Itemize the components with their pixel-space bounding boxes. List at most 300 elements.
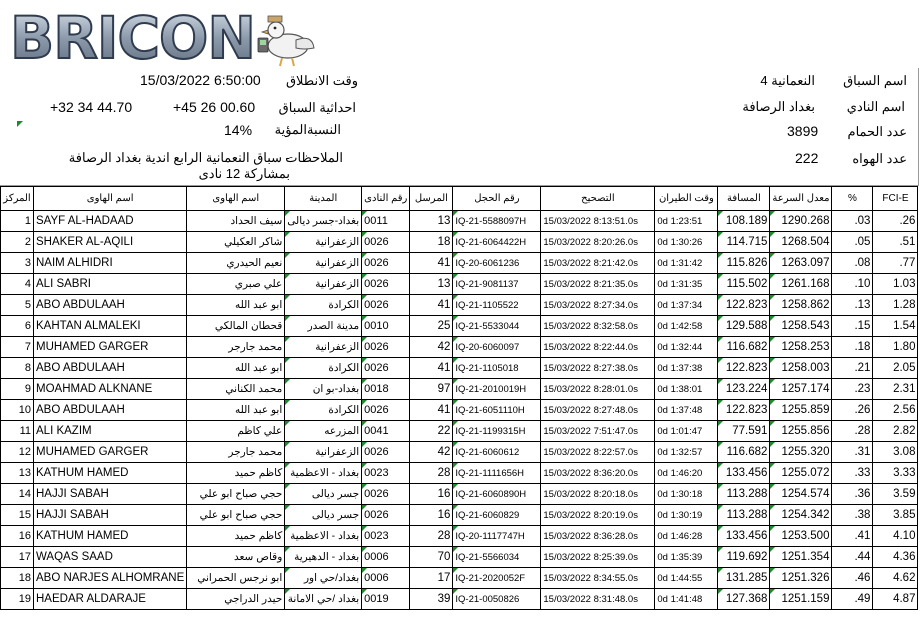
cell-name-en: KATHUM HAMED: [34, 463, 187, 484]
cell-name-ar: كاظم حميد: [187, 463, 285, 484]
table-row: [1, 568, 918, 589]
cell-pct: .23: [832, 379, 873, 400]
cell-rank: 3: [1, 253, 34, 274]
cell-name-en: ALI KAZIM: [34, 421, 187, 442]
cell-sent: 41: [410, 358, 453, 379]
table-row: [1, 253, 918, 274]
cell-ring: IQ-21-5588097H: [453, 211, 541, 232]
cell-fci: 4.36: [873, 547, 918, 568]
cell-corr: 15/03/2022 8:32:58.0s: [541, 316, 655, 337]
table-row: [1, 526, 918, 547]
table-row: [1, 316, 918, 337]
cell-dist: 133.456: [718, 526, 770, 547]
cell-city: بغداد-جسر ديالى: [285, 211, 362, 232]
table-row: [1, 379, 918, 400]
cell-city: الزعفرانية: [285, 232, 362, 253]
col-header-sent: المرسل: [410, 187, 453, 211]
cell-corr: 15/03/2022 8:36:28.0s: [541, 526, 655, 547]
cell-sent: 42: [410, 442, 453, 463]
cell-rank: 8: [1, 358, 34, 379]
cell-rank: 5: [1, 295, 34, 316]
cell-flight: 0d 1:01:47: [655, 421, 718, 442]
cell-club: 0026: [362, 484, 410, 505]
cell-city: بغداد/حي اور: [285, 568, 362, 589]
club-name-value: بغداد الرصافة: [742, 99, 815, 114]
cell-pct: .36: [832, 484, 873, 505]
cell-rank: 9: [1, 379, 34, 400]
cell-corr: 15/03/2022 7:51:47.0s: [541, 421, 655, 442]
cell-city: المزرعه: [285, 421, 362, 442]
cell-corr: 15/03/2022 8:13:51.0s: [541, 211, 655, 232]
table-row: [1, 232, 918, 253]
cell-corr: 15/03/2022 8:34:55.0s: [541, 568, 655, 589]
table-row: [1, 337, 918, 358]
cell-dist: 77.591: [718, 421, 770, 442]
cell-rank: 4: [1, 274, 34, 295]
coord-1-value: +45 26 00.60: [173, 99, 256, 115]
cell-dist: 113.288: [718, 505, 770, 526]
coords-label: احداثية السباق: [278, 100, 356, 115]
percent-label: النسبةالمؤية: [274, 122, 341, 137]
cell-pct: .05: [832, 232, 873, 253]
cell-corr: 15/03/2022 8:20:18.0s: [541, 484, 655, 505]
cell-ring: IQ-21-5566034: [453, 547, 541, 568]
cell-pct: .15: [832, 316, 873, 337]
cell-corr: 15/03/2022 8:20:26.0s: [541, 232, 655, 253]
cell-club: 0026: [362, 337, 410, 358]
cell-name-en: HAJJI SABAH: [34, 484, 187, 505]
cell-name-en: HAEDAR ALDARAJE: [34, 589, 187, 610]
cell-rank: 7: [1, 337, 34, 358]
cell-flight: 0d 1:31:35: [655, 274, 718, 295]
cell-corr: 15/03/2022 8:27:38.0s: [541, 358, 655, 379]
cell-flight: 0d 1:37:48: [655, 400, 718, 421]
notes-label: الملاحظات: [285, 150, 343, 165]
cell-ring: IQ-21-1199315H: [453, 421, 541, 442]
cell-city: مدينة الصدر: [285, 316, 362, 337]
cell-speed: 1257.174: [770, 379, 832, 400]
cell-name-en: WAQAS SAAD: [34, 547, 187, 568]
cell-flight: 0d 1:46:20: [655, 463, 718, 484]
cell-city: الزعفرانية: [285, 253, 362, 274]
cell-pct: .18: [832, 337, 873, 358]
col-header-club: رقم النادى: [362, 187, 410, 211]
cell-speed: 1253.500: [770, 526, 832, 547]
cell-pct: .03: [832, 211, 873, 232]
cell-name-en: SAYF AL-HADAAD: [34, 211, 187, 232]
cell-fci: 2.82: [873, 421, 918, 442]
cell-ring: IQ-20-1117747H: [453, 526, 541, 547]
cell-pct: .28: [832, 421, 873, 442]
cell-fci: 4.10: [873, 526, 918, 547]
cell-fci: 1.28: [873, 295, 918, 316]
cell-ring: IQ-21-0050826: [453, 589, 541, 610]
cell-name-ar: علي كاظم: [187, 421, 285, 442]
cell-club: 0010: [362, 316, 410, 337]
cell-pct: .31: [832, 442, 873, 463]
cell-sent: 18: [410, 232, 453, 253]
cell-fci: .26: [873, 211, 918, 232]
cell-rank: 6: [1, 316, 34, 337]
cell-dist: 116.682: [718, 337, 770, 358]
cell-corr: 15/03/2022 8:31:48.0s: [541, 589, 655, 610]
cell-ring: IQ-21-6051110H: [453, 400, 541, 421]
col-header-percent: %: [832, 187, 873, 211]
cell-speed: 1263.097: [770, 253, 832, 274]
cell-pct: .49: [832, 589, 873, 610]
coord-2-value: +32 34 44.70: [50, 99, 133, 115]
cell-ring: IQ-20-6061236: [453, 253, 541, 274]
cell-rank: 13: [1, 463, 34, 484]
cell-flight: 0d 1:44:55: [655, 568, 718, 589]
cell-fci: 1.54: [873, 316, 918, 337]
cell-rank: 10: [1, 400, 34, 421]
cell-fci: 2.31: [873, 379, 918, 400]
cell-name-ar: حجي صباح ابو علي: [187, 505, 285, 526]
cell-speed: 1251.159: [770, 589, 832, 610]
cell-name-en: KAHTAN ALMALEKI: [34, 316, 187, 337]
col-header-ring: رقم الحجل: [453, 187, 541, 211]
cell-flight: 0d 1:37:34: [655, 295, 718, 316]
cell-name-en: SHAKER AL-AQILI: [34, 232, 187, 253]
cell-name-en: ALI SABRI: [34, 274, 187, 295]
cell-sent: 97: [410, 379, 453, 400]
cell-sent: 16: [410, 484, 453, 505]
cell-name-ar: كاظم حميد: [187, 526, 285, 547]
table-row: [1, 484, 918, 505]
col-header-rank: المركز: [1, 187, 34, 211]
cell-dist: 113.288: [718, 484, 770, 505]
cell-club: 0018: [362, 379, 410, 400]
cell-sent: 42: [410, 337, 453, 358]
cell-speed: 1258.003: [770, 358, 832, 379]
cell-dist: 129.588: [718, 316, 770, 337]
cell-dist: 114.715: [718, 232, 770, 253]
race-name-value: النعمانية 4: [760, 73, 815, 88]
table-row: [1, 442, 918, 463]
col-header-city: المدينة: [285, 187, 362, 211]
cell-club: 0023: [362, 526, 410, 547]
cell-name-en: HAJJI SABAH: [34, 505, 187, 526]
cell-name-ar: قحطان المالكي: [187, 316, 285, 337]
cell-sent: 13: [410, 211, 453, 232]
col-header-flight-time: وقت الطيران: [655, 187, 718, 211]
cell-ring: IQ-21-6060829: [453, 505, 541, 526]
col-header-fci: FCI-E: [873, 187, 918, 211]
cell-flight: 0d 1:23:51: [655, 211, 718, 232]
cell-ring: IQ-21-2020052F: [453, 568, 541, 589]
table-row: [1, 505, 918, 526]
cell-corr: 15/03/2022 8:21:42.0s: [541, 253, 655, 274]
cell-city: جسر ديالى: [285, 484, 362, 505]
cell-name-en: ABO ABDULAAH: [34, 295, 187, 316]
cell-name-ar: حيدر الدراجي: [187, 589, 285, 610]
cell-rank: 12: [1, 442, 34, 463]
cell-city: بغداد /حي الامانة: [285, 589, 362, 610]
cell-rank: 16: [1, 526, 34, 547]
cell-ring: IQ-21-6060890H: [453, 484, 541, 505]
cell-city: الزعفرانية: [285, 274, 362, 295]
cell-dist: 122.823: [718, 295, 770, 316]
cell-corr: 15/03/2022 8:21:35.0s: [541, 274, 655, 295]
cell-fci: 1.80: [873, 337, 918, 358]
table-row: [1, 421, 918, 442]
cell-dist: 127.368: [718, 589, 770, 610]
cell-city: الزعفرانية: [285, 337, 362, 358]
cell-speed: 1255.072: [770, 463, 832, 484]
cell-name-ar: ابو عبد الله: [187, 400, 285, 421]
cell-corr: 15/03/2022 8:22:44.0s: [541, 337, 655, 358]
cell-flight: 0d 1:38:01: [655, 379, 718, 400]
cell-dist: 122.823: [718, 400, 770, 421]
results-table: [0, 186, 918, 610]
cell-club: 0026: [362, 505, 410, 526]
cell-flight: 0d 1:32:44: [655, 337, 718, 358]
cell-club: 0026: [362, 295, 410, 316]
cell-name-ar: ابو نرجس الحمراني: [187, 568, 285, 589]
cell-corr: 15/03/2022 8:36:20.0s: [541, 463, 655, 484]
cell-ring: IQ-21-6064422H: [453, 232, 541, 253]
cell-dist: 122.823: [718, 358, 770, 379]
cell-sent: 39: [410, 589, 453, 610]
cell-speed: 1254.342: [770, 505, 832, 526]
cell-flight: 0d 1:30:26: [655, 232, 718, 253]
cell-corr: 15/03/2022 8:20:19.0s: [541, 505, 655, 526]
cell-pct: .26: [832, 400, 873, 421]
cell-name-ar: ابو عبد الله: [187, 358, 285, 379]
cell-rank: 18: [1, 568, 34, 589]
cell-name-en: ABO ABDULAAH: [34, 358, 187, 379]
cell-city: الزعفرانية: [285, 442, 362, 463]
cell-city: الكرادة: [285, 400, 362, 421]
table-row: [1, 547, 918, 568]
cell-name-en: KATHUM HAMED: [34, 526, 187, 547]
cell-flight: 0d 1:30:18: [655, 484, 718, 505]
cell-fci: 2.56: [873, 400, 918, 421]
cell-speed: 1258.543: [770, 316, 832, 337]
table-row: [1, 589, 918, 610]
cell-corr: 15/03/2022 8:27:34.0s: [541, 295, 655, 316]
cell-ring: IQ-21-9081137: [453, 274, 541, 295]
cell-city: بغداد-بو ان: [285, 379, 362, 400]
cell-sent: 22: [410, 421, 453, 442]
cell-dist: 115.826: [718, 253, 770, 274]
cell-fci: 4.62: [873, 568, 918, 589]
cell-corr: 15/03/2022 8:27:48.0s: [541, 400, 655, 421]
cell-flight: 0d 1:35:39: [655, 547, 718, 568]
cell-sent: 17: [410, 568, 453, 589]
cell-name-en: ABO ABDULAAH: [34, 400, 187, 421]
cell-sent: 41: [410, 400, 453, 421]
cell-speed: 1255.859: [770, 400, 832, 421]
cell-speed: 1251.326: [770, 568, 832, 589]
release-time-label: وقت الانطلاق: [285, 73, 358, 88]
cell-name-ar: محمد الكناني: [187, 379, 285, 400]
cell-name-en: MUHAMED GARGER: [34, 442, 187, 463]
cell-city: الكرادة: [285, 295, 362, 316]
cell-fci: 3.08: [873, 442, 918, 463]
cell-corr: 15/03/2022 8:25:39.0s: [541, 547, 655, 568]
cell-pct: .33: [832, 463, 873, 484]
cell-sent: 13: [410, 274, 453, 295]
cell-flight: 0d 1:30:19: [655, 505, 718, 526]
cell-club: 0006: [362, 568, 410, 589]
cell-name-ar: محمد جارجر: [187, 442, 285, 463]
cell-sent: 28: [410, 526, 453, 547]
cell-sent: 16: [410, 505, 453, 526]
cell-name-ar: وقاص سعد: [187, 547, 285, 568]
cell-dist: 133.456: [718, 463, 770, 484]
cell-flight: 0d 1:31:42: [655, 253, 718, 274]
cell-name-ar: ابو عبد الله: [187, 295, 285, 316]
cell-club: 0026: [362, 400, 410, 421]
cell-city: بغداد - الدهيرية: [285, 547, 362, 568]
cell-name-en: NAIM ALHIDRI: [34, 253, 187, 274]
cell-ring: IQ-21-1111656H: [453, 463, 541, 484]
cell-speed: 1254.574: [770, 484, 832, 505]
col-header-name-en: اسم الهاوى: [34, 187, 187, 211]
cell-fci: 3.59: [873, 484, 918, 505]
table-row: [1, 274, 918, 295]
fanciers-count-label: عدد الهواه: [852, 151, 907, 166]
cell-ring: IQ-20-6060097: [453, 337, 541, 358]
cell-ring: IQ-21-1105522: [453, 295, 541, 316]
pigeons-count-label: عدد الحمام: [847, 124, 907, 139]
table-row: [1, 463, 918, 484]
cell-dist: 115.502: [718, 274, 770, 295]
cell-dist: 119.692: [718, 547, 770, 568]
cell-fci: 2.05: [873, 358, 918, 379]
cell-fci: 3.85: [873, 505, 918, 526]
cell-name-ar: علي صبري: [187, 274, 285, 295]
cell-rank: 1: [1, 211, 34, 232]
cell-rank: 17: [1, 547, 34, 568]
cell-pct: .38: [832, 505, 873, 526]
cell-club: 0011: [362, 211, 410, 232]
cell-ring: IQ-21-6060612: [453, 442, 541, 463]
col-header-distance: المسافة: [718, 187, 770, 211]
cell-pct: .13: [832, 295, 873, 316]
cell-city: بغداد - الاعظمية: [285, 463, 362, 484]
cell-club: 0026: [362, 358, 410, 379]
cell-pct: .46: [832, 568, 873, 589]
cell-speed: 1258.862: [770, 295, 832, 316]
cell-flight: 0d 1:41:48: [655, 589, 718, 610]
cell-fci: .77: [873, 253, 918, 274]
cell-speed: 1268.504: [770, 232, 832, 253]
cell-name-ar: شاكر العكيلي: [187, 232, 285, 253]
cell-sent: 41: [410, 253, 453, 274]
club-name-label: اسم النادي: [846, 99, 905, 114]
logo-text: BRICON: [10, 4, 255, 70]
cell-club: 0026: [362, 274, 410, 295]
cell-rank: 19: [1, 589, 34, 610]
cell-speed: 1290.268: [770, 211, 832, 232]
cell-rank: 15: [1, 505, 34, 526]
cell-name-ar: حجي صباح ابو علي: [187, 484, 285, 505]
race-name-label: اسم السباق: [843, 73, 907, 88]
cell-fci: .51: [873, 232, 918, 253]
cell-pct: .08: [832, 253, 873, 274]
cell-city: الكرادة: [285, 358, 362, 379]
cell-sent: 70: [410, 547, 453, 568]
cell-club: 0026: [362, 232, 410, 253]
cell-pct: .10: [832, 274, 873, 295]
table-row: [1, 295, 918, 316]
col-header-speed: معدل السرعة: [770, 187, 832, 211]
cell-name-en: MUHAMED GARGER: [34, 337, 187, 358]
percent-value: 14%: [224, 122, 253, 138]
cell-sent: 28: [410, 463, 453, 484]
cell-club: 0026: [362, 253, 410, 274]
cell-fci: 4.87: [873, 589, 918, 610]
table-row: [1, 211, 918, 232]
cell-club: 0019: [362, 589, 410, 610]
cell-name-en: MOAHMAD ALKNANE: [34, 379, 187, 400]
cell-speed: 1258.253: [770, 337, 832, 358]
pigeon-mascot-icon: [258, 16, 314, 66]
cell-club: 0026: [362, 442, 410, 463]
cell-speed: 1261.168: [770, 274, 832, 295]
cell-club: 0023: [362, 463, 410, 484]
cell-name-en: ABO NARJES ALHOMRANE: [34, 568, 187, 589]
cell-ring: IQ-21-5533044: [453, 316, 541, 337]
cell-fci: 3.33: [873, 463, 918, 484]
table-row: [1, 358, 918, 379]
cell-rank: 14: [1, 484, 34, 505]
cell-dist: 123.224: [718, 379, 770, 400]
release-time-value: 15/03/2022 6:50:00: [140, 72, 261, 88]
fanciers-count-value: 222: [795, 150, 819, 166]
cell-name-ar: سيف الحداد: [187, 211, 285, 232]
cell-sent: 41: [410, 295, 453, 316]
cell-speed: 1255.856: [770, 421, 832, 442]
cell-name-ar: محمد جارجر: [187, 337, 285, 358]
cell-rank: 11: [1, 421, 34, 442]
cell-ring: IQ-21-2010019H: [453, 379, 541, 400]
cell-name-ar: نعيم الحيدري: [187, 253, 285, 274]
cell-pct: .21: [832, 358, 873, 379]
cell-dist: 131.285: [718, 568, 770, 589]
col-header-name-ar: اسم الهاوى: [187, 187, 285, 211]
cell-speed: 1255.320: [770, 442, 832, 463]
table-header-row: [1, 187, 918, 211]
cell-marker: [17, 121, 23, 127]
notes-value: - سباق النعمانية الرابع اندية بغداد الرصافة بمشاركة 12 نادى: [68, 150, 290, 181]
cell-city: بغداد - الاعظمية: [285, 526, 362, 547]
cell-corr: 15/03/2022 8:22:57.0s: [541, 442, 655, 463]
cell-dist: 108.189: [718, 211, 770, 232]
table-row: [1, 400, 918, 421]
pigeons-count-value: 3899: [787, 123, 819, 139]
cell-flight: 0d 1:37:38: [655, 358, 718, 379]
bricon-logo: [6, 4, 318, 70]
cell-flight: 0d 1:32:57: [655, 442, 718, 463]
cell-pct: .44: [832, 547, 873, 568]
cell-flight: 0d 1:42:58: [655, 316, 718, 337]
cell-city: جسر ديالى: [285, 505, 362, 526]
cell-rank: 2: [1, 232, 34, 253]
cell-dist: 116.682: [718, 442, 770, 463]
cell-pct: .41: [832, 526, 873, 547]
cell-speed: 1251.354: [770, 547, 832, 568]
cell-club: 0041: [362, 421, 410, 442]
cell-corr: 15/03/2022 8:28:01.0s: [541, 379, 655, 400]
cell-flight: 0d 1:46:28: [655, 526, 718, 547]
cell-sent: 25: [410, 316, 453, 337]
cell-ring: IQ-21-1105018: [453, 358, 541, 379]
cell-club: 0006: [362, 547, 410, 568]
